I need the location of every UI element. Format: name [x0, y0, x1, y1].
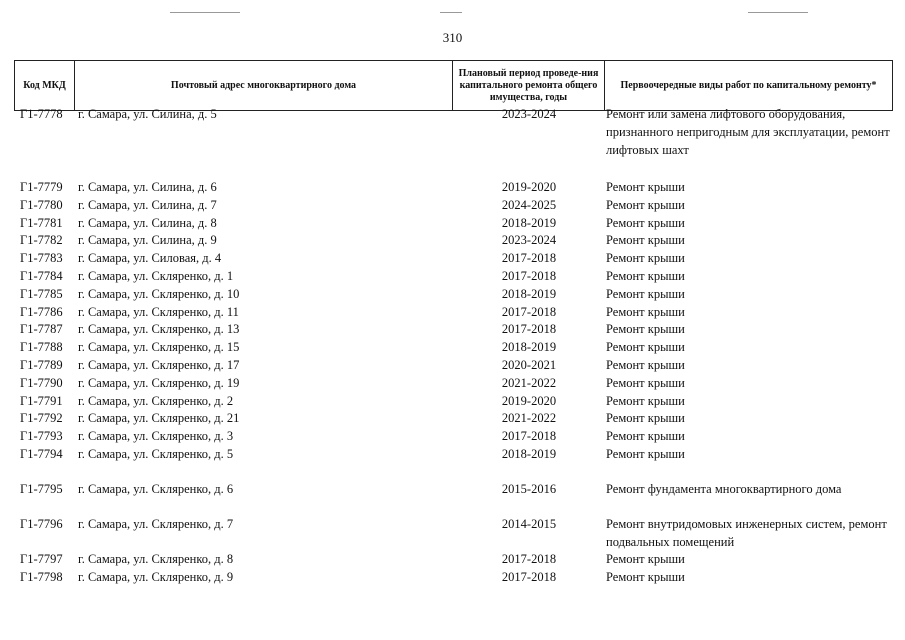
cell-code: Г1-7797	[20, 552, 63, 567]
cell-period: 2017-2018	[501, 304, 557, 319]
cell-address: г. Самара, ул. Скляренко, д. 13	[78, 322, 240, 337]
cell-code: Г1-7784	[20, 268, 63, 283]
cell-code: Г1-7786	[20, 304, 63, 319]
cell-code: Г1-7781	[20, 215, 63, 230]
cell-period: 2017-2018	[501, 552, 557, 567]
cell-works: Ремонт крыши	[606, 180, 685, 194]
cell-address: г. Самара, ул. Скляренко, д. 11	[78, 304, 239, 319]
cell-period: 2023-2024	[501, 233, 557, 248]
cell-code: Г1-7793	[20, 429, 63, 444]
table-row	[14, 179, 892, 197]
cell-period: 2021-2022	[501, 411, 557, 426]
cell-code: Г1-7791	[20, 393, 63, 408]
table-header	[14, 60, 893, 111]
table-row	[14, 375, 892, 393]
table-row	[14, 410, 892, 428]
cell-period: 2019-2020	[501, 393, 557, 408]
cell-address: г. Самара, ул. Скляренко, д. 1	[78, 268, 234, 283]
table-row	[14, 304, 892, 322]
cell-code: Г1-7787	[20, 322, 63, 337]
cell-period: 2018-2019	[501, 340, 557, 355]
cell-works: Ремонт внутридомовых инженерных систем, ремонт подвальных помещений	[606, 516, 887, 549]
cell-period: 2018-2019	[501, 446, 557, 461]
header-code: Код МКД	[15, 61, 75, 111]
cell-address: г. Самара, ул. Силина, д. 6	[78, 180, 217, 194]
header-address: Почтовый адрес многоквартирного дома	[75, 61, 453, 111]
cell-works: Ремонт или замена лифтового оборудования, признанного непригодным для эксплуатации, ремонт лифтовых шахт	[606, 107, 890, 157]
cell-address: г. Самара, ул. Скляренко, д. 21	[78, 411, 240, 426]
cell-code: Г1-7779	[20, 180, 63, 194]
cell-works: Ремонт крыши	[606, 251, 685, 266]
cell-period: 2021-2022	[501, 375, 557, 390]
cell-code: Г1-7780	[20, 197, 63, 212]
cell-period: 2020-2021	[501, 357, 557, 372]
cell-works: Ремонт крыши	[606, 268, 685, 283]
cell-works: Ремонт крыши	[606, 429, 685, 444]
scan-artifact-line	[748, 12, 808, 13]
cell-code: Г1-7796	[20, 516, 63, 531]
cell-code: Г1-7789	[20, 357, 63, 372]
cell-works: Ремонт крыши	[606, 446, 685, 461]
page-number: 310	[442, 30, 463, 45]
table-row	[14, 516, 892, 552]
cell-address: г. Самара, ул. Скляренко, д. 10	[78, 286, 240, 301]
cell-works: Ремонт крыши	[606, 552, 685, 567]
cell-period: 2018-2019	[501, 215, 557, 230]
cell-period: 2017-2018	[501, 322, 557, 337]
table-row	[14, 481, 892, 516]
cell-code: Г1-7785	[20, 286, 63, 301]
table-row	[14, 215, 892, 233]
cell-works: Ремонт крыши	[606, 233, 685, 248]
cell-works: Ремонт крыши	[606, 570, 685, 585]
table-row	[14, 250, 892, 268]
cell-period: 2017-2018	[501, 251, 557, 266]
table-body	[14, 106, 892, 587]
cell-address: г. Самара, ул. Скляренко, д. 5	[78, 446, 234, 461]
table-row	[14, 357, 892, 375]
cell-address: г. Самара, ул. Скляренко, д. 17	[78, 357, 240, 372]
table-row	[14, 569, 892, 587]
cell-address: г. Самара, ул. Скляренко, д. 2	[78, 393, 234, 408]
cell-address: г. Самара, ул. Скляренко, д. 9	[78, 570, 234, 585]
cell-code: Г1-7790	[20, 375, 63, 390]
scan-artifact-line	[170, 12, 240, 13]
cell-code: Г1-7788	[20, 340, 63, 355]
header-works: Первоочередные виды работ по капитальному ремонту*	[605, 61, 893, 111]
cell-works: Ремонт крыши	[606, 340, 685, 355]
cell-address: г. Самара, ул. Скляренко, д. 8	[78, 552, 234, 567]
cell-period: 2024-2025	[501, 197, 557, 212]
cell-works: Ремонт крыши	[606, 215, 685, 230]
cell-period: 2014-2015	[501, 516, 557, 531]
table-row	[14, 106, 892, 179]
table-row	[14, 393, 892, 411]
cell-code: Г1-7792	[20, 411, 63, 426]
cell-works: Ремонт крыши	[606, 197, 685, 212]
table-row	[14, 268, 892, 286]
cell-address: г. Самара, ул. Скляренко, д. 19	[78, 375, 240, 390]
table-row	[14, 446, 892, 464]
table-row	[14, 197, 892, 215]
cell-period: 2017-2018	[501, 268, 557, 283]
cell-address: г. Самара, ул. Скляренко, д. 6	[78, 481, 234, 496]
cell-code: Г1-7778	[20, 107, 63, 121]
cell-address: г. Самара, ул. Силина, д. 9	[78, 233, 217, 248]
scan-artifact-line	[440, 12, 462, 13]
cell-address: г. Самара, ул. Скляренко, д. 3	[78, 429, 234, 444]
cell-code: Г1-7794	[20, 446, 63, 461]
table-row	[14, 321, 892, 339]
cell-period: 2015-2016	[501, 481, 557, 496]
cell-period: 2023-2024	[501, 107, 557, 121]
cell-works: Ремонт крыши	[606, 286, 685, 301]
cell-code: Г1-7798	[20, 570, 63, 585]
table-row	[14, 232, 892, 250]
cell-works: Ремонт крыши	[606, 393, 685, 408]
cell-period: 2018-2019	[501, 286, 557, 301]
table-row	[14, 551, 892, 569]
header-period: Плановый период проведе-ния капитального ремонта общего имущества, годы	[453, 61, 605, 111]
cell-address: г. Самара, ул. Силина, д. 7	[78, 197, 217, 212]
cell-address: г. Самара, ул. Силина, д. 8	[78, 215, 217, 230]
cell-code: Г1-7795	[20, 481, 63, 496]
cell-address: г. Самара, ул. Скляренко, д. 15	[78, 340, 240, 355]
cell-code: Г1-7783	[20, 251, 63, 266]
cell-period: 2019-2020	[501, 180, 557, 194]
cell-works: Ремонт фундамента многоквартирного дома	[606, 481, 842, 496]
cell-code: Г1-7782	[20, 233, 63, 248]
cell-address: г. Самара, ул. Скляренко, д. 7	[78, 516, 234, 531]
cell-period: 2017-2018	[501, 570, 557, 585]
cell-address: г. Самара, ул. Силина, д. 5	[78, 107, 217, 121]
table-row	[14, 339, 892, 357]
table-row	[14, 286, 892, 304]
cell-works: Ремонт крыши	[606, 357, 685, 372]
cell-works: Ремонт крыши	[606, 411, 685, 426]
cell-address: г. Самара, ул. Силовая, д. 4	[78, 251, 222, 266]
cell-works: Ремонт крыши	[606, 375, 685, 390]
table-row	[14, 428, 892, 446]
cell-works: Ремонт крыши	[606, 322, 685, 337]
cell-works: Ремонт крыши	[606, 304, 685, 319]
cell-period: 2017-2018	[501, 429, 557, 444]
